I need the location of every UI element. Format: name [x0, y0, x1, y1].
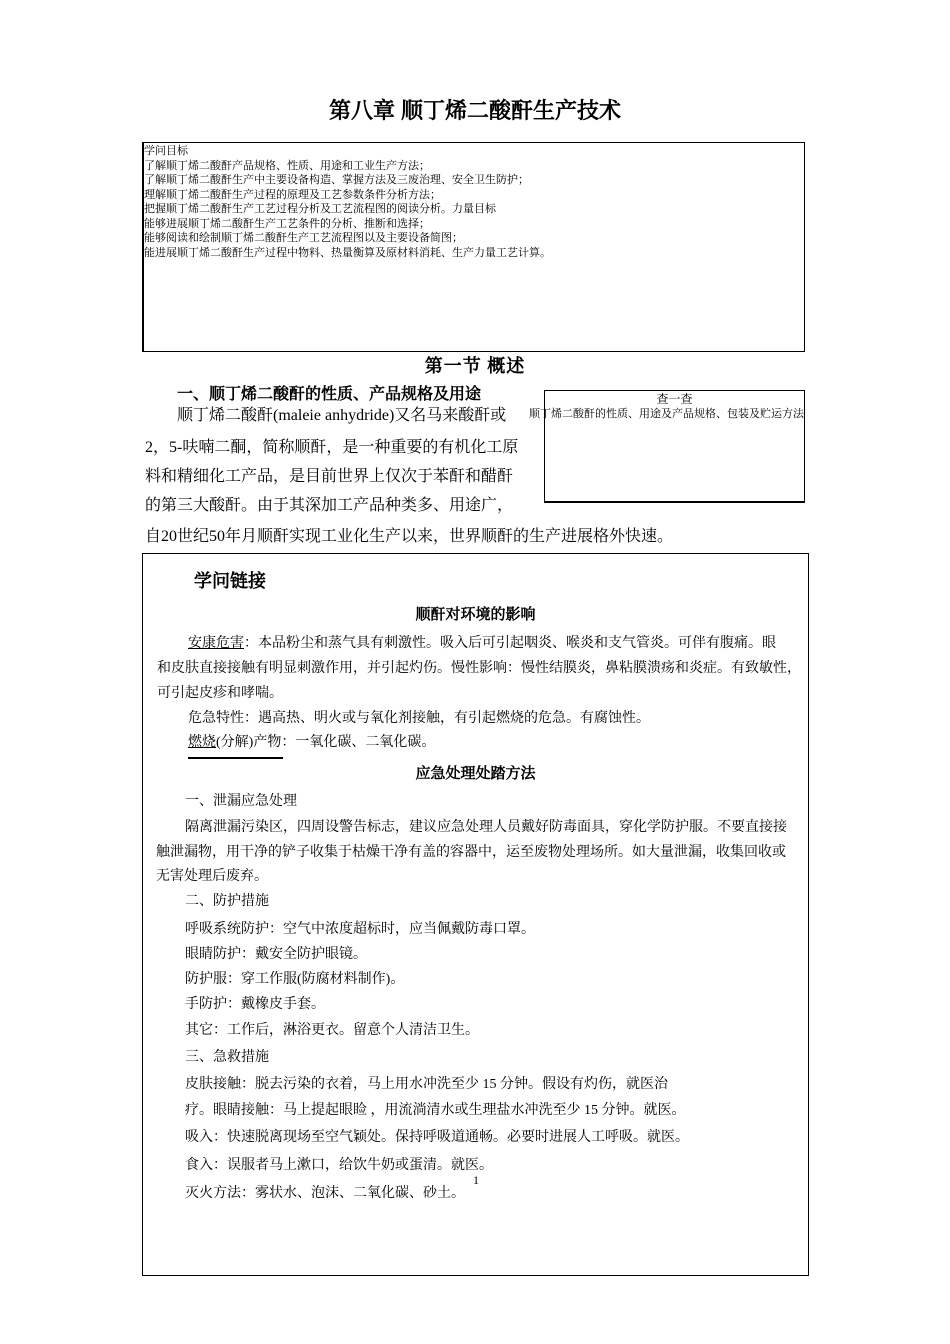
learning-goals-box [142, 142, 805, 352]
health-hazard-line: 可引起皮疹和哮喘。 [157, 686, 283, 701]
aid-title: 三、急救措施 [185, 1050, 269, 1065]
intro-line: 的第三大酸酐。由于其深加工产品种类多、用途广， [145, 497, 514, 514]
protect-title: 二、防护措施 [185, 894, 269, 909]
divider [188, 757, 283, 759]
intro-line: 2，5-呋喃二酮，简称顺酐，是一种重要的有机化工原 [145, 439, 519, 456]
combustion-label: 燃烧 [188, 735, 216, 750]
aid-line: 食入：误服者马上漱口，给饮牛奶或蛋清。就医。 [185, 1158, 493, 1173]
goals-line: 把握顺丁烯二酸酐生产工艺过程分析及工艺流程图的阅读分析。力量目标 [144, 203, 496, 215]
goals-line: 能够阅读和绘制顺丁烯二酸酐生产工艺流程图以及主要设备简图； [144, 232, 463, 244]
protect-line: 防护服：穿工作服(防腐材料制作)。 [185, 972, 405, 987]
goals-line: 理解顺丁烯二酸酐生产过程的原理及工艺参数条件分析方法； [144, 188, 441, 201]
aid-line: 吸入：快速脱离现场至空气颖处。保持呼吸道通畅。必要时进展人工呼吸。就医。 [185, 1130, 689, 1145]
protect-line: 眼睛防护：戴安全防护眼镜。 [185, 947, 367, 962]
intro-line: 自20世纪50年月顺酐实现工业化生产以来，世界顺酐的生产进展格外快速。 [145, 528, 674, 545]
goals-line: 能够进展顺丁烯二酸酐生产工艺条件的分析、推断和选择； [144, 217, 430, 230]
intro-line: 顺丁烯二酸酐(maleie anhydride)又名马来酸酐或 [177, 407, 507, 424]
aid-line: 灭火方法：雾状水、泡沫、二氧化碳、砂土。 [185, 1186, 465, 1201]
page-number: 1 [473, 1173, 479, 1187]
goals-line: 学问目标 [144, 145, 188, 157]
health-hazard-text: ：本品粉尘和蒸气具有刺激性。吸入后可引起咽炎、喉炎和支气管炎。可伴有腹痛。眼 [244, 636, 776, 651]
section-title: 第一节 概述 [424, 356, 526, 376]
lookup-title: 查一查 [656, 392, 693, 406]
protect-line: 呼吸系统防护：空气中浓度超标时，应当佩戴防毒口罩。 [185, 922, 535, 937]
leak-line: 隔离泄漏污染区，四周设警告标志，建议应急处理人员戴好防毒面具，穿化学防护服。不要直接接 [185, 820, 787, 835]
health-hazard-label: 安康危害 [188, 636, 244, 651]
combustion-line [188, 731, 435, 751]
chapter-title: 第八章 顺丁烯二酸酐生产技术 [328, 98, 622, 123]
protect-line: 其它：工作后，淋浴更衣。留意个人清洁卫生。 [185, 1023, 479, 1038]
health-hazard-line: 和皮肤直接接触有明显刺激作用，并引起灼伤。慢性影响：慢性结膜炎，鼻粘膜溃疡和炎症。有致敏性， [157, 661, 801, 676]
goals-line: 能进展顺丁烯二酸酐生产过程中物料、热量衡算及原材料消耗、生产力量工艺计算。 [144, 246, 551, 259]
env-impact-title: 顺酐对环境的影响 [415, 606, 536, 623]
lookup-description: 顺丁烯二酸酐的性质、用途及产品规格、包装及贮运方法 [529, 408, 804, 420]
leak-line: 触泄漏物，用干净的铲子收集于枯燥干净有盖的容器中，运至废物处理场所。如大量泄漏，收集回收或 [156, 845, 786, 860]
health-hazard-line [188, 632, 776, 652]
intro-line: 料和精细化工产品，是目前世界上仅次于苯酐和醋酐 [145, 468, 514, 485]
aid-line: 疗。眼睛接触：马上提起眼睑 ，用流淌清水或生理盐水冲洗至少 15 分钟。就医。 [185, 1103, 686, 1118]
danger-property-line: 危急特性：遇高热、明火或与氧化剂接触，有引起燃烧的危急。有腐蚀性。 [188, 711, 650, 726]
leak-line: 无害处理后废弃。 [156, 869, 268, 884]
protect-line: 手防护：戴橡皮手套。 [185, 997, 325, 1012]
leak-title: 一、泄漏应急处理 [185, 794, 297, 809]
goals-line: 了解顺丁烯二酸酐产品规格、性质、用途和工业生产方法； [144, 159, 430, 172]
combustion-text: (分解)产物：一氧化碳、二氧化碳。 [216, 735, 436, 750]
emergency-title: 应急处理处踏方法 [415, 765, 536, 782]
knowledge-link-heading: 学问链接 [194, 571, 266, 591]
subsection-title: 一、顺丁烯二酸酐的性质、产品规格及用途 [177, 386, 482, 403]
aid-line: 皮肤接触：脱去污染的衣着，马上用水冲洗至少 15 分钟。假设有灼伤，就医治 [185, 1077, 668, 1092]
goals-line: 了解顺丁烯二酸酐生产中主要设备构造、掌握方法及三废治理、安全卫生防护； [144, 174, 529, 186]
